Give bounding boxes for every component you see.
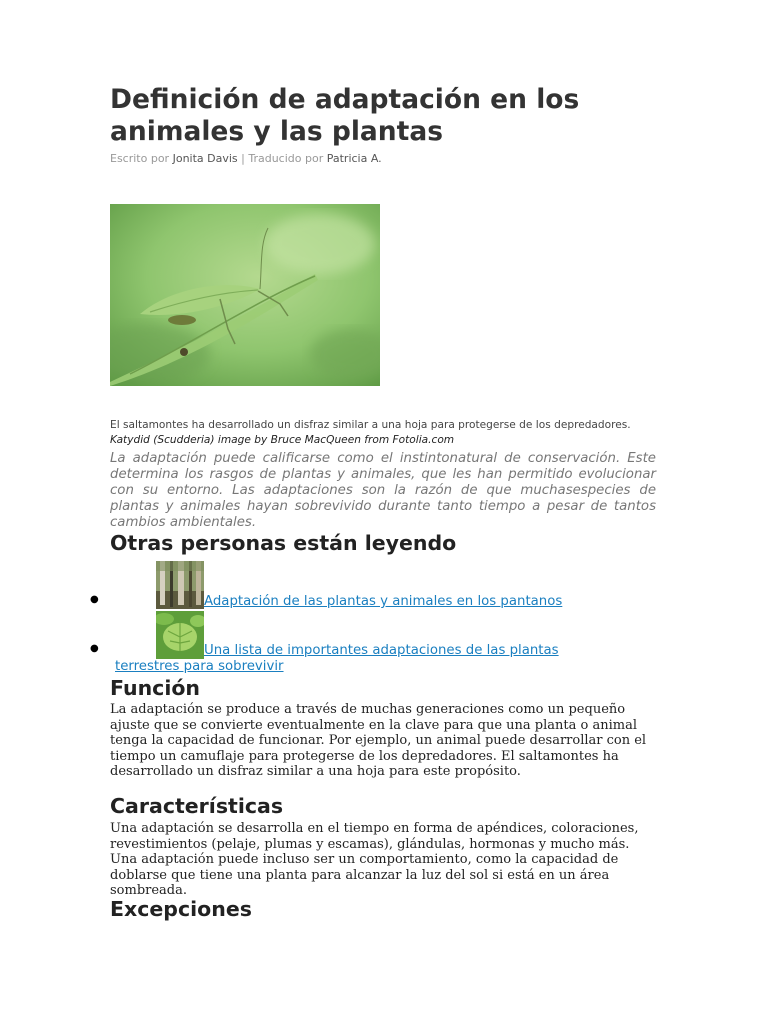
related-link-swamps[interactable]: Adaptación de las plantas y animales en los pantanos — [204, 594, 563, 609]
author-name[interactable]: Jonita Davis — [172, 152, 238, 165]
hero-caption: El saltamontes ha desarrollado un disfraz similar a una hoja para protegerse de los depredadores. — [110, 419, 631, 431]
hero-credit: Katydid (Scudderia) image by Bruce MacQueen from Fotolia.com — [110, 434, 455, 446]
section-caracteristicas-body: Una adaptación se desarrolla en el tiempo en forma de apéndices, coloraciones, revestimientos (pelaje, plumas y escamas), glándulas, hormonas y mucho más. Una adaptación puede incluso ser un comportamiento, como la capacidad de doblarse que tiene una planta para alcanzar la luz del sol si está en un área sombreada. — [110, 821, 639, 898]
byline — [110, 152, 382, 165]
section-excepciones-heading: Excepciones — [110, 897, 252, 921]
swamp-trees-thumbnail[interactable] — [156, 561, 204, 609]
section-funcion-heading: Función — [110, 676, 201, 700]
byline-separator: | — [237, 152, 249, 165]
bullet-icon: ● — [90, 594, 99, 605]
section-caracteristicas-heading: Características — [110, 794, 284, 818]
article-title: Definición de adaptación en los animales y las plantas — [110, 84, 580, 147]
translated-by-label: Traducido por — [248, 152, 324, 165]
written-by-label: Escrito por — [110, 152, 170, 165]
green-leaf-thumbnail[interactable] — [156, 611, 204, 659]
intro-paragraph: La adaptación puede calificarse como el instintonatural de conservación. Este determina los rasgos de plantas y animales, que les han permitido evolucionar con su entorno. Las adaptaciones son la razón de que muchasespecies de plantas y animales hayan sobrevivido durante tanto tiempo a pesar de tantos cambios ambientales. — [110, 451, 656, 530]
translator-name[interactable]: Patricia A. — [326, 152, 382, 165]
katydid-photo — [110, 204, 380, 386]
bullet-icon: ● — [90, 643, 99, 654]
related-heading: Otras personas están leyendo — [110, 531, 457, 555]
related-link-terrestrial-line2[interactable]: terrestres para sobrevivir — [115, 659, 284, 674]
section-funcion-body: La adaptación se produce a través de muchas generaciones como un pequeño ajuste que se convierte eventualmente en la clave para que una planta o animal tenga la capacidad de funcionar. Por ejemplo, un animal puede desarrollar con el tiempo un camuflaje para protegerse de los depredadores. El saltamontes ha desarrollado un disfraz similar a una hoja para este propósito. — [110, 702, 647, 779]
related-link-terrestrial-line1[interactable]: Una lista de importantes adaptaciones de las plantas — [204, 643, 559, 658]
